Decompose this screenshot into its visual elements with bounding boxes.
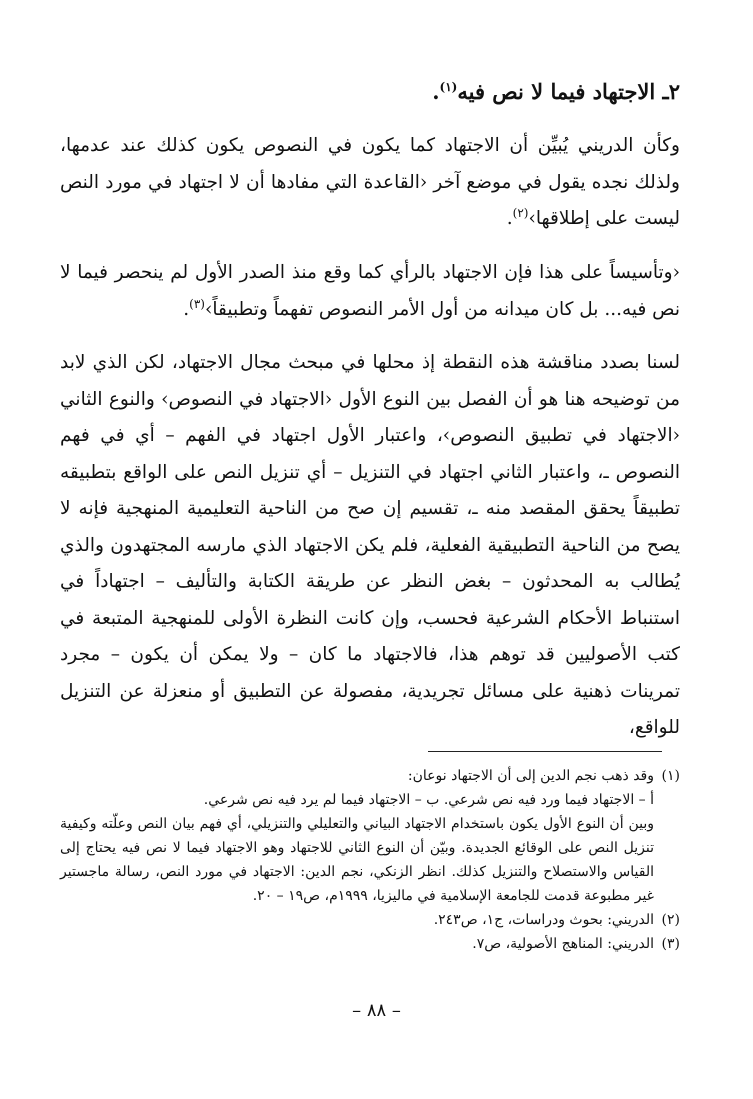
footnote-1-number: (١): [661, 768, 680, 784]
footnote-separator: [428, 751, 662, 752]
footnote-3: [60, 932, 680, 956]
paragraph-2-end: .: [183, 298, 190, 320]
paragraph-1-footnote-ref: (٢): [512, 205, 529, 220]
footnote-1-text: وقد ذهب نجم الدين إلى أن الاجتهاد نوعان:: [407, 768, 654, 784]
paragraph-1-text: وكأن الدريني يُبيِّن أن الاجتهاد كما يكون في النصوص يكون كذلك عند عدمها، ولذلك نجده يقول في موضع آخر ‹القاعدة التي مفادها أن لا اجتهاد في مورد النص ليست على إطلاقها›: [60, 135, 680, 229]
section-heading: [60, 72, 680, 112]
footnote-2-number: (٢): [661, 912, 680, 928]
heading-footnote-ref: (١): [439, 80, 458, 94]
heading-end: .: [432, 79, 440, 104]
footnotes: [60, 764, 680, 956]
paragraph-1-end: .: [506, 208, 513, 229]
footnote-1: [60, 764, 680, 908]
footnote-1-body: [60, 764, 654, 908]
paragraph-2-footnote-ref: (٣): [189, 296, 205, 311]
footnote-3-text: الدريني: المناهج الأصولية، ص٧.: [472, 936, 654, 952]
paragraph-2-text: ‹وتأسيساً على هذا فإن الاجتهاد بالرأي كما وقع منذ الصدر الأول لم ينحصر فيما لا نص فيه... بل كان ميدانه من أول الأمر النصوص تفهماً وتطبيقاً›: [60, 262, 680, 320]
footnote-2: [60, 908, 680, 932]
heading-text: ٢ـ الاجتهاد فيما لا نص فيه: [457, 79, 680, 104]
footnote-1-sub-2: وبين أن النوع الأول يكون باستخدام الاجتهاد البياني والتعليلي والتنزيلي، أي فهم بيان النص وعلّته وكيفية تنزيل النص على الوقائع الجديدة. وبيّن أن النوع الثاني للاجتهاد وهو الاجتهاد فيما لا نص فيه يحتاج إلى القياس والاستصلاح والتنزيل كذلك. انظر الزنكي، نجم الدين: الاجتهاد في مورد النص، رسالة ماجستير غير مطبوعة قدمت للجامعة الإسلامية في ماليزيا، ١٩٩٩م، ص١٩ – ٢٠.: [60, 816, 654, 904]
paragraph-3: [60, 345, 680, 747]
footnote-3-number: (٣): [661, 936, 680, 952]
paragraph-3-text: لسنا بصدد مناقشة هذه النقطة إذ محلها في مبحث مجال الاجتهاد، لكن الذي لابد من توضيحه هنا هو أن الفصل بين النوع الأول ‹الاجتهاد في النصوص› والنوع الثاني ‹الاجتهاد في تطبيق النصوص›، واعتبار الأول اجتهاد في الفهم – أي في فهم النصوص ـ، واعتبار الثاني اجتهاد في التنزيل – أي تنزيل النص على الواقع بتطبيقه تطبيقاً يحقق المقصد منه ـ، تقسيم إن صح من الناحية التعليمية المنهجية فإنه لا يصح من الناحية التطبيقية الفعلية، فلم يكن الاجتهاد الذي مارسه المجتهدون والذي يُطالب به المحدثون – بغض النظر عن طريقة الكتابة والتأليف – اجتهاداً في استنباط الأحكام الشرعية فحسب، وإن كانت النظرة الأولى للمنهجية المتبعة في كتب الأصوليين قد توهم هذا، فالاجتهاد ما كان – ولا يمكن أن يكون – مجرد تمرينات ذهنية على مسائل تجريدية، مفصولة عن التطبيق أو منعزلة عن التنزيل للواقع،: [60, 352, 680, 738]
footnote-2-text: الدريني: بحوث ودراسات، ج١، ص٢٤٣.: [433, 912, 654, 928]
footnote-1-sub-1: أ – الاجتهاد فيما ورد فيه نص شرعي. ب – الاجتهاد فيما لم يرد فيه نص شرعي.: [203, 792, 654, 808]
paragraph-2: [60, 255, 680, 328]
paragraph-1: [60, 128, 680, 238]
page-number: – ٨٨ –: [352, 1000, 401, 1021]
